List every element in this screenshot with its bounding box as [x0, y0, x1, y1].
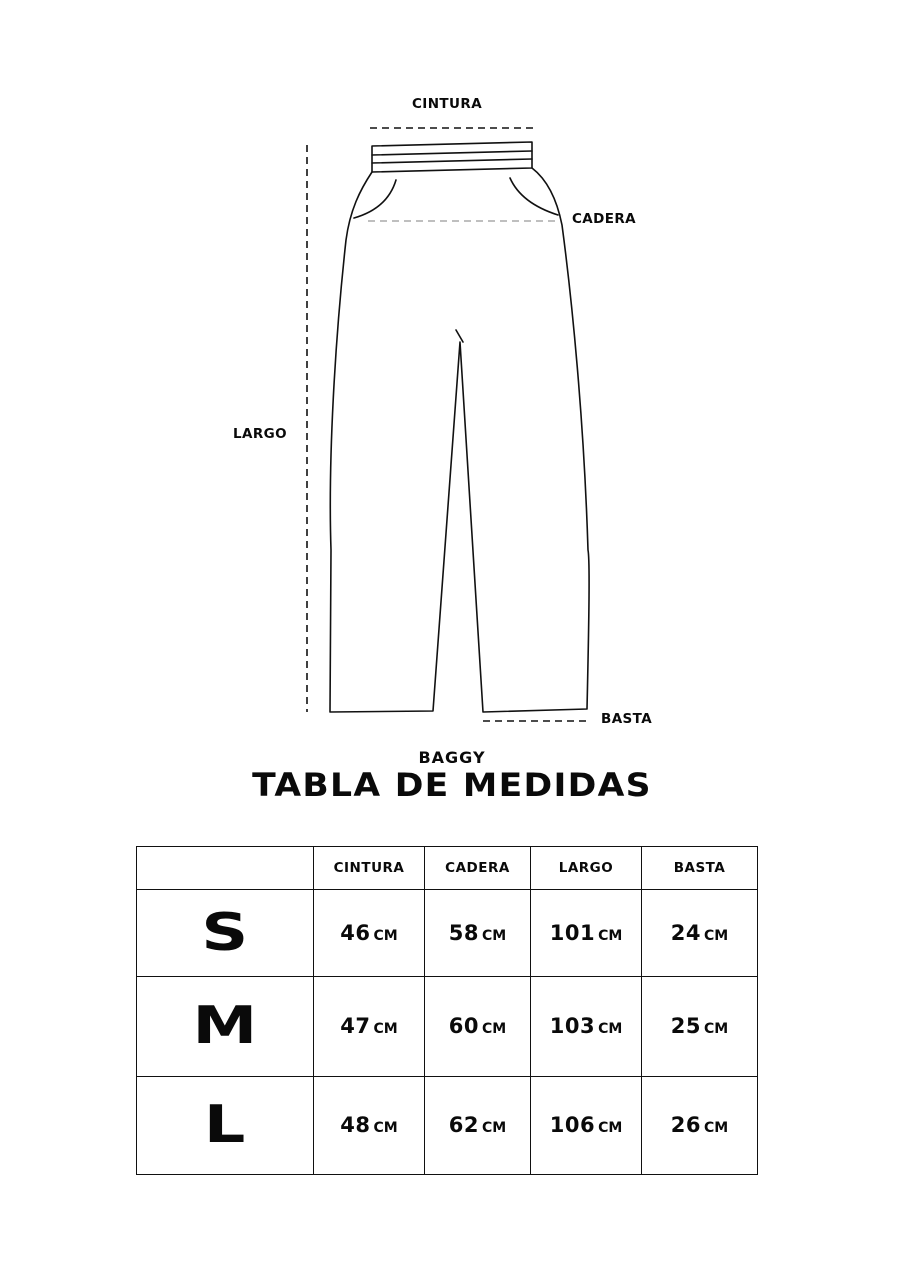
table-row: [137, 890, 758, 977]
header-hem: BASTA: [642, 847, 758, 890]
value-cell: 103 CM: [531, 977, 642, 1076]
waistband: [372, 142, 532, 172]
header-waist: CINTURA: [314, 847, 425, 890]
hip-label: CADERA: [572, 211, 637, 227]
value-cell: 47 CM: [314, 977, 425, 1076]
header-hip: CADERA: [425, 847, 531, 890]
waistband-stitch-2: [372, 159, 532, 163]
waist-label: CINTURA: [412, 96, 483, 112]
table-row: [137, 977, 758, 1076]
value-cell: 58 CM: [425, 890, 531, 977]
size-cell: [137, 1076, 314, 1174]
hem-label: BASTA: [601, 711, 653, 727]
size-l: L: [204, 1095, 246, 1156]
value-cell: 26 CM: [642, 1076, 758, 1174]
value-cell: 24 CM: [642, 890, 758, 977]
value-cell: 106 CM: [531, 1076, 642, 1174]
size-s: S: [201, 903, 249, 964]
crotch-seam: [456, 330, 463, 342]
table-header-row: [137, 847, 758, 890]
length-label: LARGO: [233, 426, 288, 442]
value-cell: 25 CM: [642, 977, 758, 1076]
size-m: M: [192, 996, 258, 1057]
left-pocket: [354, 180, 396, 218]
size-cell: [137, 890, 314, 977]
value-cell: 62 CM: [425, 1076, 531, 1174]
header-empty: [137, 847, 314, 890]
product-name: BAGGY: [418, 748, 486, 767]
value-cell: 60 CM: [425, 977, 531, 1076]
table-row: [137, 1076, 758, 1174]
right-pocket: [510, 178, 558, 215]
header-length: LARGO: [531, 847, 642, 890]
pants-outline: [330, 168, 589, 712]
size-cell: [137, 977, 314, 1076]
value-cell: 101 CM: [531, 890, 642, 977]
page-title: TABLA DE MEDIDAS: [252, 766, 652, 804]
waistband-stitch-1: [372, 151, 532, 155]
value-cell: 46 CM: [314, 890, 425, 977]
value-cell: 48 CM: [314, 1076, 425, 1174]
size-table: [136, 846, 758, 1175]
